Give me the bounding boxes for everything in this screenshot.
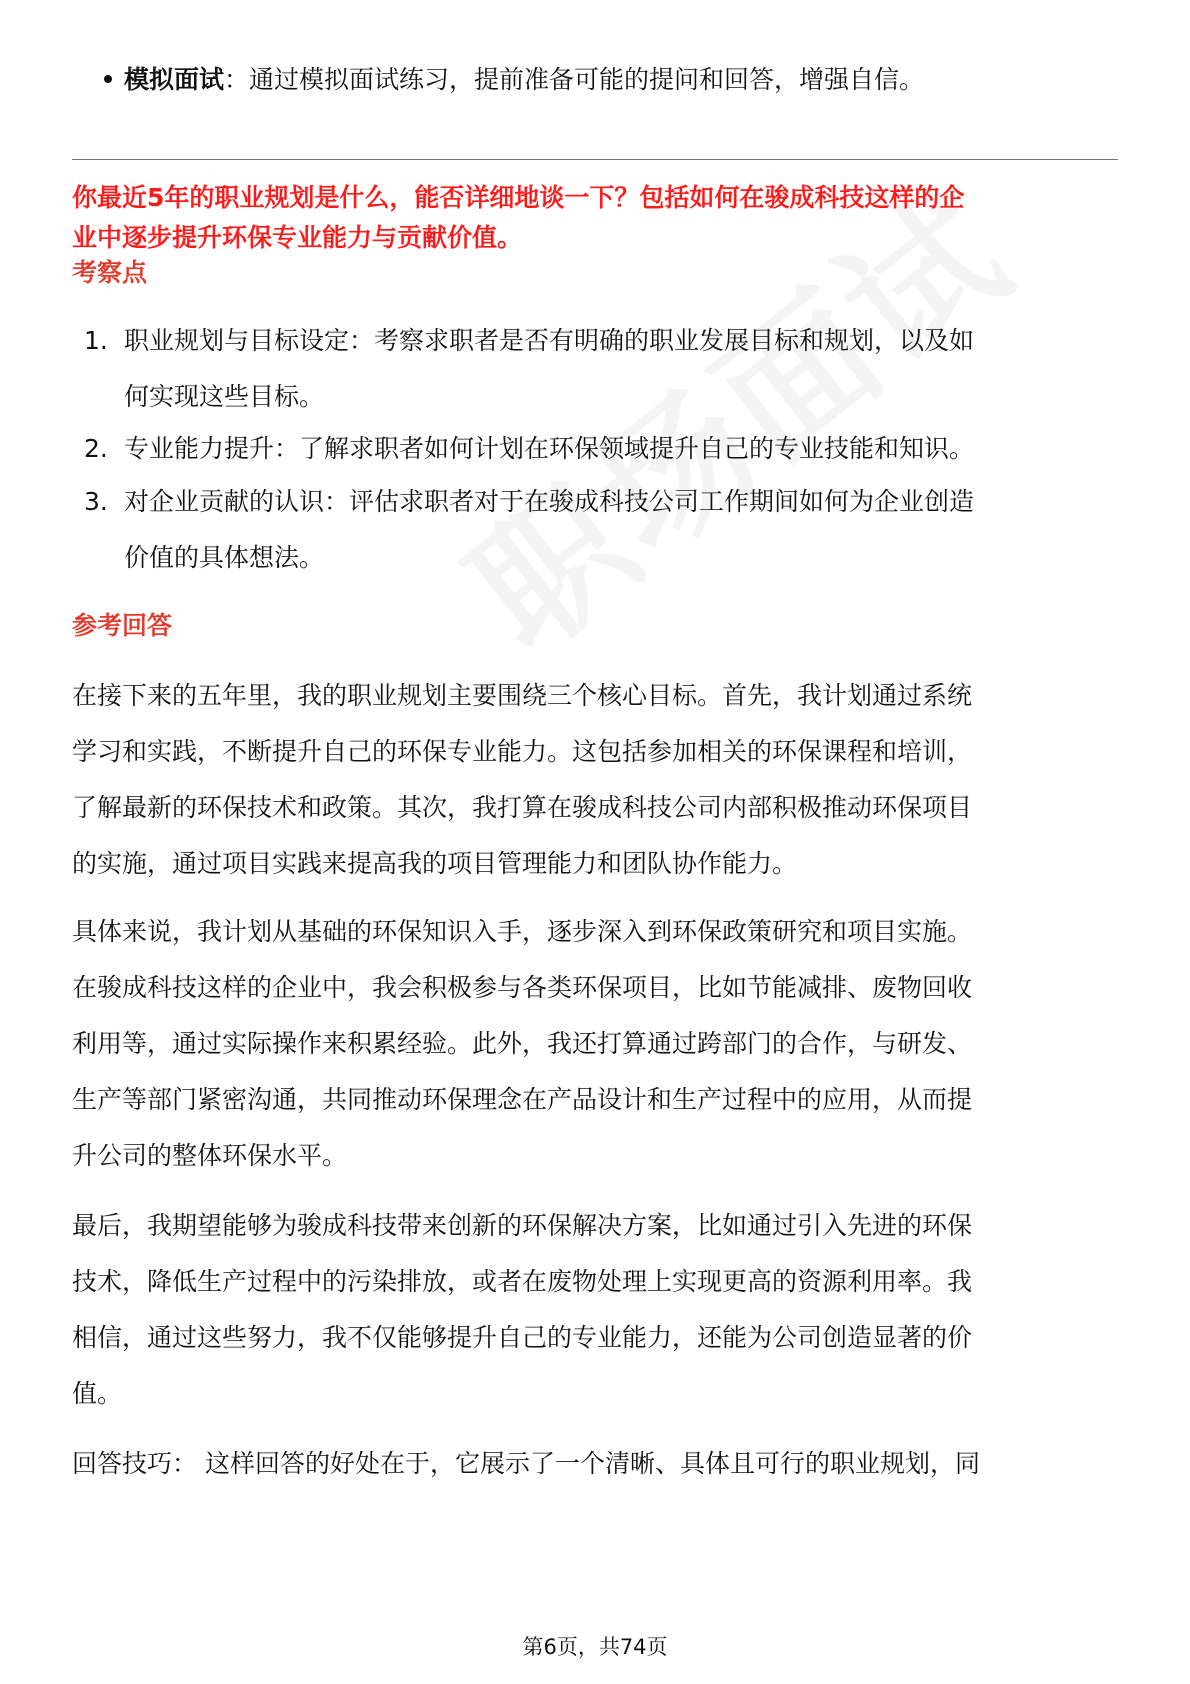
list-item-text: 价值的具体想法。	[124, 543, 325, 572]
paragraph-line: 利用等，通过实际操作来积累经验。此外，我还打算通过跨部门的合作，与研发、	[72, 1029, 973, 1058]
answer-paragraph	[72, 912, 1122, 1192]
list-item-number: 3.	[84, 487, 108, 516]
bullet-colon: ：	[224, 65, 250, 94]
paragraph-line: 值。	[72, 1379, 123, 1408]
list-item	[84, 482, 1124, 578]
bullet-dot-icon	[104, 75, 112, 83]
paragraph-line: 相信，通过这些努力，我不仅能够提升自己的专业能力，还能为公司创造显著的价	[72, 1323, 973, 1352]
list-item-text: 专业能力提升：了解求职者如何计划在环保领域提升自己的专业技能和知识。	[124, 434, 975, 463]
section-title-points: 考察点	[72, 258, 148, 287]
answer-paragraph	[72, 1206, 1122, 1430]
paragraph-line: 回答技巧： 这样回答的好处在于，它展示了一个清晰、具体且可行的职业规划，同	[72, 1449, 980, 1478]
page-number: 第6页，共74页	[522, 1635, 668, 1659]
list-item-text: 何实现这些目标。	[124, 382, 325, 411]
bullet-term: 模拟面试	[124, 65, 225, 94]
paragraph-line: 具体来说，我计划从基础的环保知识入手，逐步深入到环保政策研究和项目实施。	[72, 917, 973, 946]
bullet-text: 通过模拟面试练习，提前准备可能的提问和回答，增强自信。	[249, 65, 925, 94]
interview-question	[72, 178, 1122, 258]
paragraph-line: 在接下来的五年里，我的职业规划主要围绕三个核心目标。首先，我计划通过系统	[72, 681, 973, 710]
paragraph-line: 技术，降低生产过程中的污染排放，或者在废物处理上实现更高的资源利用率。我	[72, 1267, 973, 1296]
section-divider	[72, 159, 1118, 160]
question-line: 你最近5年的职业规划是什么，能否详细地谈一下？包括如何在骏成科技这样的企	[72, 183, 965, 212]
answer-tips-paragraph	[72, 1444, 1122, 1500]
paragraph-line: 在骏成科技这样的企业中，我会积极参与各类环保项目，比如节能减排、废物回收	[72, 973, 973, 1002]
paragraph-line: 的实施，通过项目实践来提高我的项目管理能力和团队协作能力。	[72, 849, 798, 878]
bullet-item-mock-interview	[96, 60, 1106, 100]
question-line: 业中逐步提升环保专业能力与贡献价值。	[72, 223, 523, 252]
section-title-answer: 参考回答	[72, 611, 173, 640]
paragraph-line: 学习和实践，不断提升自己的环保专业能力。这包括参加相关的环保课程和培训，	[72, 737, 973, 766]
answer-paragraph	[72, 676, 1122, 900]
list-item-number: 2.	[84, 434, 108, 463]
list-item-text: 职业规划与目标设定：考察求职者是否有明确的职业发展目标和规划，以及如	[124, 326, 975, 355]
paragraph-line: 最后，我期望能够为骏成科技带来创新的环保解决方案，比如通过引入先进的环保	[72, 1211, 973, 1240]
list-item-text: 对企业贡献的认识：评估求职者对于在骏成科技公司工作期间如何为企业创造	[124, 487, 975, 516]
list-item-number: 1.	[84, 326, 108, 355]
list-item	[84, 429, 1124, 469]
paragraph-line: 了解最新的环保技术和政策。其次，我打算在骏成科技公司内部积极推动环保项目	[72, 793, 973, 822]
paragraph-line: 生产等部门紧密沟通，共同推动环保理念在产品设计和生产过程中的应用，从而提	[72, 1085, 973, 1114]
list-item	[84, 321, 1124, 417]
paragraph-line: 升公司的整体环保水平。	[72, 1141, 348, 1170]
